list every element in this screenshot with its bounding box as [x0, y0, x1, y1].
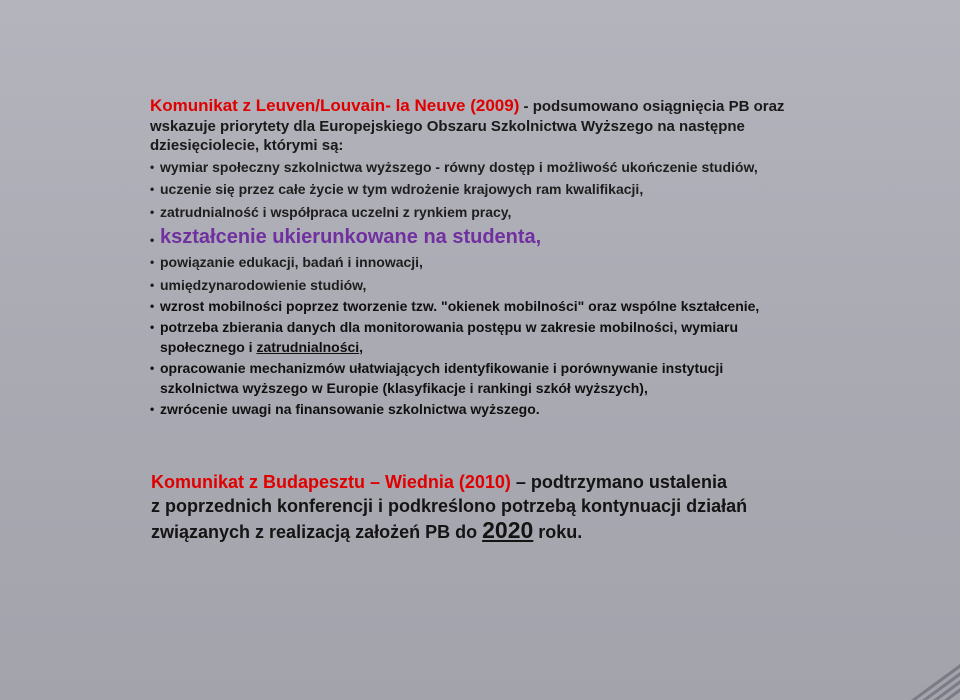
leuven-intro-line3: dziesięciolecie, którymi są:: [150, 137, 344, 154]
budapest-line2: z poprzednich konferencji i podkreślono potrzebą kontynuacji działań: [151, 496, 748, 516]
list-item: [150, 317, 940, 358]
list-item-text: zatrudnialność i współpraca uczelni z rynkiem pracy,: [160, 203, 512, 220]
leuven-intro-line2: wskazuje priorytety dla Europejskiego Obszaru Szkolnictwa Wyższego na następne: [150, 117, 745, 135]
budapest-line3-pre: związanych z realizacją założeń PB do: [151, 522, 483, 542]
list-item-text: powiązanie edukacji, badań i innowacji,: [160, 254, 423, 270]
budapest-dash: –: [510, 472, 526, 492]
corner-stripes-icon: [900, 660, 960, 700]
corner-stripes-decoration: [900, 660, 960, 700]
text-fragment: społecznego i: [160, 339, 257, 355]
list-item: [150, 296, 940, 317]
list-item-text: wzrost mobilności poprzez tworzenie tzw. "okienek mobilności" oraz wspólne kształcenie,: [160, 298, 760, 314]
list-item-text: umiędzynarodowienie studiów,: [160, 276, 367, 293]
bullet-icon: •: [150, 299, 155, 313]
list-item: [150, 251, 940, 274]
list-item-text: potrzeba zbierania danych dla monitorowania postępu w zakresie mobilności, wymiaru: [160, 318, 739, 335]
list-item-text-cont: [160, 337, 940, 358]
text-fragment: ,: [359, 339, 364, 355]
list-item: [150, 399, 940, 420]
budapest-line3-post: roku.: [533, 522, 583, 542]
bullet-icon: •: [150, 255, 155, 269]
priorities-list-b: [150, 296, 940, 419]
list-item: [150, 274, 940, 297]
bullet-icon: •: [150, 319, 155, 334]
priorities-list-a: [150, 156, 940, 297]
bullet-icon: •: [150, 360, 155, 375]
budapest-line1-rest: podtrzymano ustalenia: [525, 472, 727, 492]
leuven-title: Komunikat z Leuven/Louvain- la Neuve (2009): [150, 96, 520, 115]
leuven-section: [150, 96, 940, 419]
leuven-intro: [150, 96, 940, 156]
bullet-icon: •: [150, 233, 155, 247]
bullet-icon: •: [150, 182, 155, 196]
list-item: [150, 358, 940, 399]
list-item-text: opracowanie mechanizmów ułatwiających identyfikowanie i porównywanie instytucji: [160, 359, 724, 376]
budapest-section: [151, 470, 911, 544]
list-item-highlight: [150, 223, 940, 251]
budapest-year: 2020: [482, 517, 534, 543]
list-item: [150, 156, 940, 179]
list-item-text: wymiar społeczny szkolnictwa wyższego - równy dostęp i możliwość ukończenie studiów,: [160, 158, 758, 175]
list-item-text: uczenie się przez całe życie w tym wdrożenie krajowych ram kwalifikacji,: [160, 181, 644, 197]
bullet-icon: •: [150, 401, 155, 416]
bullet-icon: •: [150, 159, 155, 174]
budapest-paragraph: [151, 470, 911, 544]
list-item-text: zwrócenie uwagi na finansowanie szkolnictwa wyższego.: [160, 400, 540, 417]
list-item: [150, 178, 940, 201]
budapest-title: Komunikat z Budapesztu – Wiednia (2010): [151, 472, 511, 492]
bullet-icon: •: [150, 204, 155, 219]
list-item-text-cont: szkolnictwa wyższego w Europie (klasyfikacje i rankingi szkół wyższych),: [160, 380, 648, 396]
list-item-text: kształcenie ukierunkowane na studenta,: [160, 226, 542, 248]
list-item: [150, 201, 940, 224]
underlined-term: zatrudnialności: [256, 339, 360, 355]
leuven-intro-rest: - podsumowano osiągnięcia PB oraz: [519, 98, 785, 115]
bullet-icon: •: [150, 277, 155, 292]
